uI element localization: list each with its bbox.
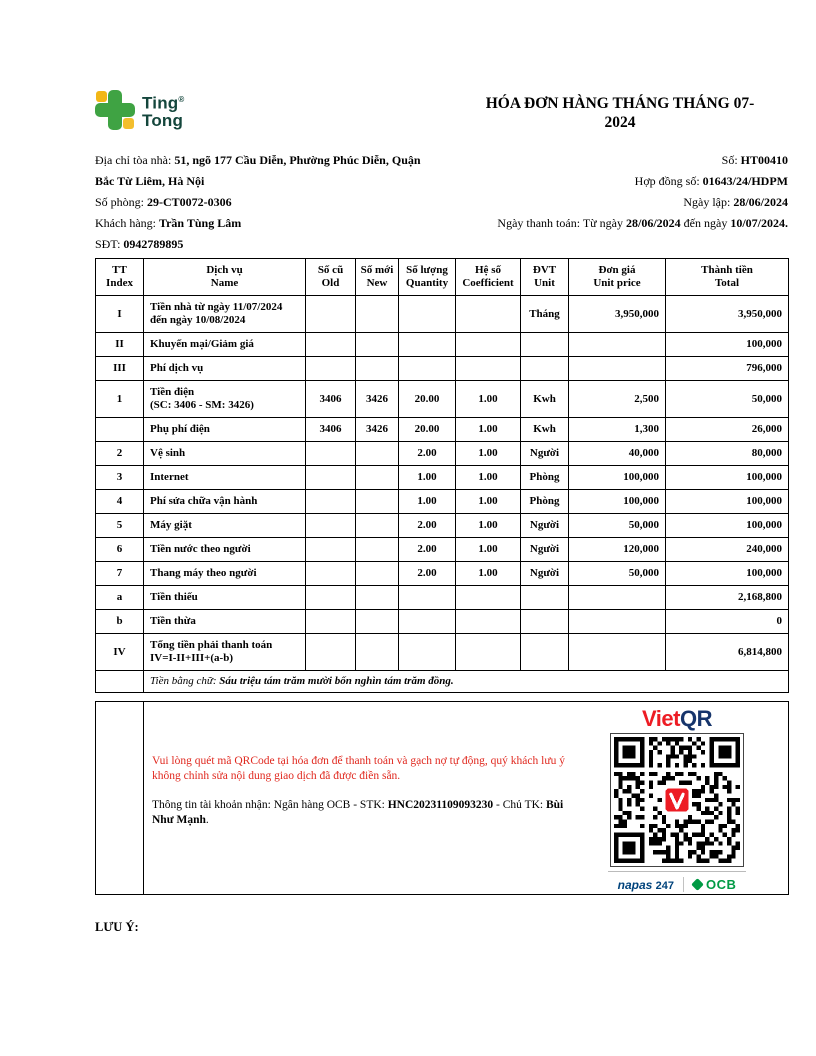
cell-name: Vệ sinh — [144, 442, 306, 466]
contract-value: 01643/24/HDPM — [702, 174, 788, 188]
cell-old — [306, 562, 356, 586]
table-row — [96, 442, 789, 466]
payment-left-cell — [96, 702, 144, 895]
cell-price: 50,000 — [569, 514, 666, 538]
cell-total: 796,000 — [666, 357, 789, 381]
invoice-number-line — [368, 150, 788, 171]
payment-period-line — [368, 213, 788, 234]
cell-qty — [399, 333, 456, 357]
col-header-quantity: Số lượng Quantity — [399, 259, 456, 296]
invoice-body — [95, 258, 788, 895]
cell-old — [306, 466, 356, 490]
cell-old — [306, 296, 356, 333]
cell-total: 0 — [666, 610, 789, 634]
cell-name: Thang máy theo người — [144, 562, 306, 586]
cell-old — [306, 357, 356, 381]
payment-main-cell — [144, 702, 789, 895]
vietqr-logo — [608, 706, 746, 732]
cell-price: 1,300 — [569, 418, 666, 442]
cell-qty: 20.00 — [399, 418, 456, 442]
issue-date-value: 28/06/2024 — [733, 195, 788, 209]
cell-old — [306, 442, 356, 466]
cell-qty — [399, 586, 456, 610]
cell-index: 5 — [96, 514, 144, 538]
cell-unit: Người — [521, 442, 569, 466]
cell-index: a — [96, 586, 144, 610]
contract-number-line — [368, 171, 788, 192]
account-suffix: . — [205, 814, 209, 826]
cell-unit — [521, 586, 569, 610]
napas-logo — [618, 878, 674, 892]
cell-new — [356, 357, 399, 381]
cell-index — [96, 418, 144, 442]
cell-new — [356, 333, 399, 357]
cell-qty — [399, 296, 456, 333]
cell-total: 240,000 — [666, 538, 789, 562]
account-middle: - Chủ TK: — [496, 799, 544, 811]
payment-to-date: 10/07/2024. — [730, 216, 788, 230]
amount-in-words-row — [96, 671, 789, 693]
cell-qty: 1.00 — [399, 490, 456, 514]
col-header-index: TT Index — [96, 259, 144, 296]
cell-name: Khuyến mại/Giảm giá — [144, 333, 306, 357]
cell-unit — [521, 333, 569, 357]
payment-row — [96, 702, 789, 895]
cell-old: 3406 — [306, 418, 356, 442]
cell-qty — [399, 634, 456, 671]
cell-total: 26,000 — [666, 418, 789, 442]
cell-index: 6 — [96, 538, 144, 562]
cell-coef — [456, 634, 521, 671]
cell-index: 1 — [96, 381, 144, 418]
tingtong-logo-text — [142, 91, 184, 129]
payment-account-info — [152, 798, 577, 828]
cell-total: 80,000 — [666, 442, 789, 466]
payment-section — [95, 701, 789, 895]
table-row — [96, 586, 789, 610]
cell-unit: Kwh — [521, 418, 569, 442]
cell-old — [306, 634, 356, 671]
qr-code — [610, 733, 744, 867]
amount-in-words-spacer-cell — [96, 671, 144, 693]
cell-price: 100,000 — [569, 490, 666, 514]
cell-unit: Phòng — [521, 466, 569, 490]
cell-name: Tiền nước theo người — [144, 538, 306, 562]
payment-period-prefix: Ngày thanh toán: Từ ngày — [497, 216, 623, 230]
invoice-number-label: Số: — [721, 153, 738, 167]
cell-price: 3,950,000 — [569, 296, 666, 333]
cell-name: Phí sửa chữa vận hành — [144, 490, 306, 514]
payment-period-middle: đến ngày — [683, 216, 728, 230]
customer-value: Trần Tùng Lâm — [158, 216, 242, 230]
contract-label: Hợp đồng số: — [634, 174, 700, 188]
cell-name: Phí dịch vụ — [144, 357, 306, 381]
qr-panel — [608, 706, 746, 892]
tingtong-logo — [95, 90, 184, 130]
cell-index: 2 — [96, 442, 144, 466]
invoice-table — [95, 258, 789, 693]
cell-old — [306, 514, 356, 538]
cell-name: Tiền thiếu — [144, 586, 306, 610]
cell-new — [356, 442, 399, 466]
cell-coef: 1.00 — [456, 442, 521, 466]
registered-mark-icon: ® — [178, 95, 185, 105]
cell-new — [356, 514, 399, 538]
col-header-total: Thành tiền Total — [666, 259, 789, 296]
table-row — [96, 634, 789, 671]
room-value: 29-CT0072-0306 — [147, 195, 232, 209]
cell-index: b — [96, 610, 144, 634]
cell-coef: 1.00 — [456, 514, 521, 538]
cell-coef — [456, 333, 521, 357]
tingtong-logo-icon — [95, 90, 135, 130]
cell-price — [569, 333, 666, 357]
napas-247-text: 247 — [655, 879, 674, 892]
cell-unit — [521, 610, 569, 634]
table-row — [96, 562, 789, 586]
cell-new — [356, 466, 399, 490]
cell-qty — [399, 357, 456, 381]
cell-index: 4 — [96, 490, 144, 514]
customer-label: Khách hàng: — [95, 216, 156, 230]
phone-value: 0942789895 — [123, 237, 184, 251]
cell-qty: 20.00 — [399, 381, 456, 418]
table-row — [96, 610, 789, 634]
cell-price — [569, 634, 666, 671]
invoice-number-value: HT00410 — [740, 153, 788, 167]
issue-date-line — [368, 192, 788, 213]
footer-note: LƯU Ý: — [95, 920, 139, 934]
cell-coef: 1.00 — [456, 381, 521, 418]
table-row — [96, 538, 789, 562]
table-row — [96, 381, 789, 418]
cell-total: 2,168,800 — [666, 586, 789, 610]
ocb-logo-text: OCB — [706, 877, 737, 892]
cell-price: 120,000 — [569, 538, 666, 562]
cell-coef: 1.00 — [456, 466, 521, 490]
cell-coef — [456, 357, 521, 381]
table-row — [96, 514, 789, 538]
table-row — [96, 418, 789, 442]
cell-qty: 1.00 — [399, 466, 456, 490]
logo-text-tong: Tong — [142, 110, 184, 130]
cell-unit — [521, 357, 569, 381]
cell-total: 50,000 — [666, 381, 789, 418]
cell-total: 6,814,800 — [666, 634, 789, 671]
cell-coef: 1.00 — [456, 562, 521, 586]
cell-total: 3,950,000 — [666, 296, 789, 333]
cell-name: Tổng tiền phải thanh toán IV=I-II+III+(a-b) — [144, 634, 306, 671]
cell-old — [306, 538, 356, 562]
ocb-icon — [691, 878, 704, 891]
cell-coef — [456, 586, 521, 610]
table-header-row — [96, 259, 789, 296]
payment-from-date: 28/06/2024 — [626, 216, 681, 230]
cell-total: 100,000 — [666, 466, 789, 490]
logo-divider — [683, 877, 684, 892]
col-header-coefficient: Hệ số Coefficient — [456, 259, 521, 296]
cell-qty: 2.00 — [399, 538, 456, 562]
ocb-logo — [693, 877, 736, 892]
cell-new — [356, 562, 399, 586]
account-holder: Bùi Như Mạnh — [152, 799, 564, 826]
address-value-2: Bắc Từ Liêm, Hà Nội — [95, 174, 205, 188]
cell-new — [356, 610, 399, 634]
cell-new: 3426 — [356, 381, 399, 418]
invoice-table-body — [96, 296, 789, 671]
cell-new — [356, 634, 399, 671]
cell-coef — [456, 296, 521, 333]
table-row — [96, 490, 789, 514]
amount-in-words-label: Tiền bằng chữ: — [150, 675, 217, 687]
cell-new — [356, 490, 399, 514]
account-number: HNC20231109093230 — [387, 799, 494, 811]
col-header-unit: ĐVT Unit — [521, 259, 569, 296]
vietqr-logo-viet: Viet — [642, 706, 680, 731]
cell-qty: 2.00 — [399, 562, 456, 586]
cell-unit: Tháng — [521, 296, 569, 333]
table-row — [96, 357, 789, 381]
cell-unit: Kwh — [521, 381, 569, 418]
payment-qr-note: Vui lòng quét mã QRCode tại hóa đơn để thanh toán và gạch nợ tự động, quý khách lưu ý không chỉnh sửa nội dung giao dịch đã được điền sẵn. — [152, 755, 565, 782]
cell-name: Tiền điện (SC: 3406 - SM: 3426) — [144, 381, 306, 418]
col-header-new: Số mới New — [356, 259, 399, 296]
cell-name: Tiền nhà từ ngày 11/07/2024 đến ngày 10/08/2024 — [144, 296, 306, 333]
cell-old — [306, 586, 356, 610]
cell-total: 100,000 — [666, 333, 789, 357]
cell-index: 7 — [96, 562, 144, 586]
cell-price — [569, 610, 666, 634]
cell-index: IV — [96, 634, 144, 671]
invoice-title-line1: HÓA ĐƠN HÀNG THÁNG THÁNG 07- — [485, 95, 755, 112]
cell-unit: Phòng — [521, 490, 569, 514]
cell-qty: 2.00 — [399, 442, 456, 466]
cell-name: Internet — [144, 466, 306, 490]
cell-name: Tiền thừa — [144, 610, 306, 634]
account-prefix: Thông tin tài khoản nhận: Ngân hàng OCB - STK: — [152, 799, 385, 811]
cell-new — [356, 586, 399, 610]
cell-index: III — [96, 357, 144, 381]
cell-total: 100,000 — [666, 490, 789, 514]
cell-coef: 1.00 — [456, 418, 521, 442]
logo-text-ting: Ting — [142, 93, 179, 113]
phone-line — [95, 234, 515, 255]
phone-label: SĐT: — [95, 237, 121, 251]
table-row — [96, 333, 789, 357]
cell-qty: 2.00 — [399, 514, 456, 538]
cell-old — [306, 333, 356, 357]
cell-coef: 1.00 — [456, 538, 521, 562]
room-label: Số phòng: — [95, 195, 145, 209]
cell-unit: Người — [521, 538, 569, 562]
cell-index: 3 — [96, 466, 144, 490]
cell-new — [356, 296, 399, 333]
issue-date-label: Ngày lập: — [683, 195, 731, 209]
cell-unit — [521, 634, 569, 671]
cell-name: Phụ phí điện — [144, 418, 306, 442]
cell-old — [306, 490, 356, 514]
invoice-title-line2: 2024 — [604, 114, 636, 131]
cell-name: Máy giặt — [144, 514, 306, 538]
cell-old — [306, 610, 356, 634]
col-header-old: Số cũ Old — [306, 259, 356, 296]
col-header-name: Dịch vụ Name — [144, 259, 306, 296]
cell-coef — [456, 610, 521, 634]
cell-old: 3406 — [306, 381, 356, 418]
amount-in-words-cell — [144, 671, 789, 693]
logo-yellow-square-2 — [123, 118, 134, 129]
cell-price: 50,000 — [569, 562, 666, 586]
cell-price: 40,000 — [569, 442, 666, 466]
cell-price — [569, 357, 666, 381]
napas-logo-text: napas — [617, 877, 653, 892]
cell-new — [356, 538, 399, 562]
col-header-unit-price: Đơn giá Unit price — [569, 259, 666, 296]
cell-price: 100,000 — [569, 466, 666, 490]
address-value: 51, ngõ 177 Cầu Diễn, Phường Phúc Diễn, Quận — [174, 153, 421, 167]
table-row — [96, 296, 789, 333]
logo-yellow-square — [96, 91, 107, 102]
meta-right-column — [368, 150, 788, 234]
cell-new: 3426 — [356, 418, 399, 442]
cell-total: 100,000 — [666, 562, 789, 586]
cell-price — [569, 586, 666, 610]
invoice-title — [450, 94, 790, 132]
table-row — [96, 466, 789, 490]
logo-cross-horizontal — [95, 103, 135, 117]
vietqr-logo-qr: QR — [679, 706, 712, 731]
cell-qty — [399, 610, 456, 634]
qr-bank-logos — [608, 871, 746, 892]
cell-index: II — [96, 333, 144, 357]
cell-coef: 1.00 — [456, 490, 521, 514]
cell-total: 100,000 — [666, 514, 789, 538]
cell-index: I — [96, 296, 144, 333]
amount-in-words-value: Sáu triệu tám trăm mười bốn nghìn tám trăm đồng. — [219, 675, 454, 687]
address-label: Địa chỉ tòa nhà: — [95, 153, 172, 167]
cell-price: 2,500 — [569, 381, 666, 418]
cell-unit: Người — [521, 562, 569, 586]
cell-unit: Người — [521, 514, 569, 538]
